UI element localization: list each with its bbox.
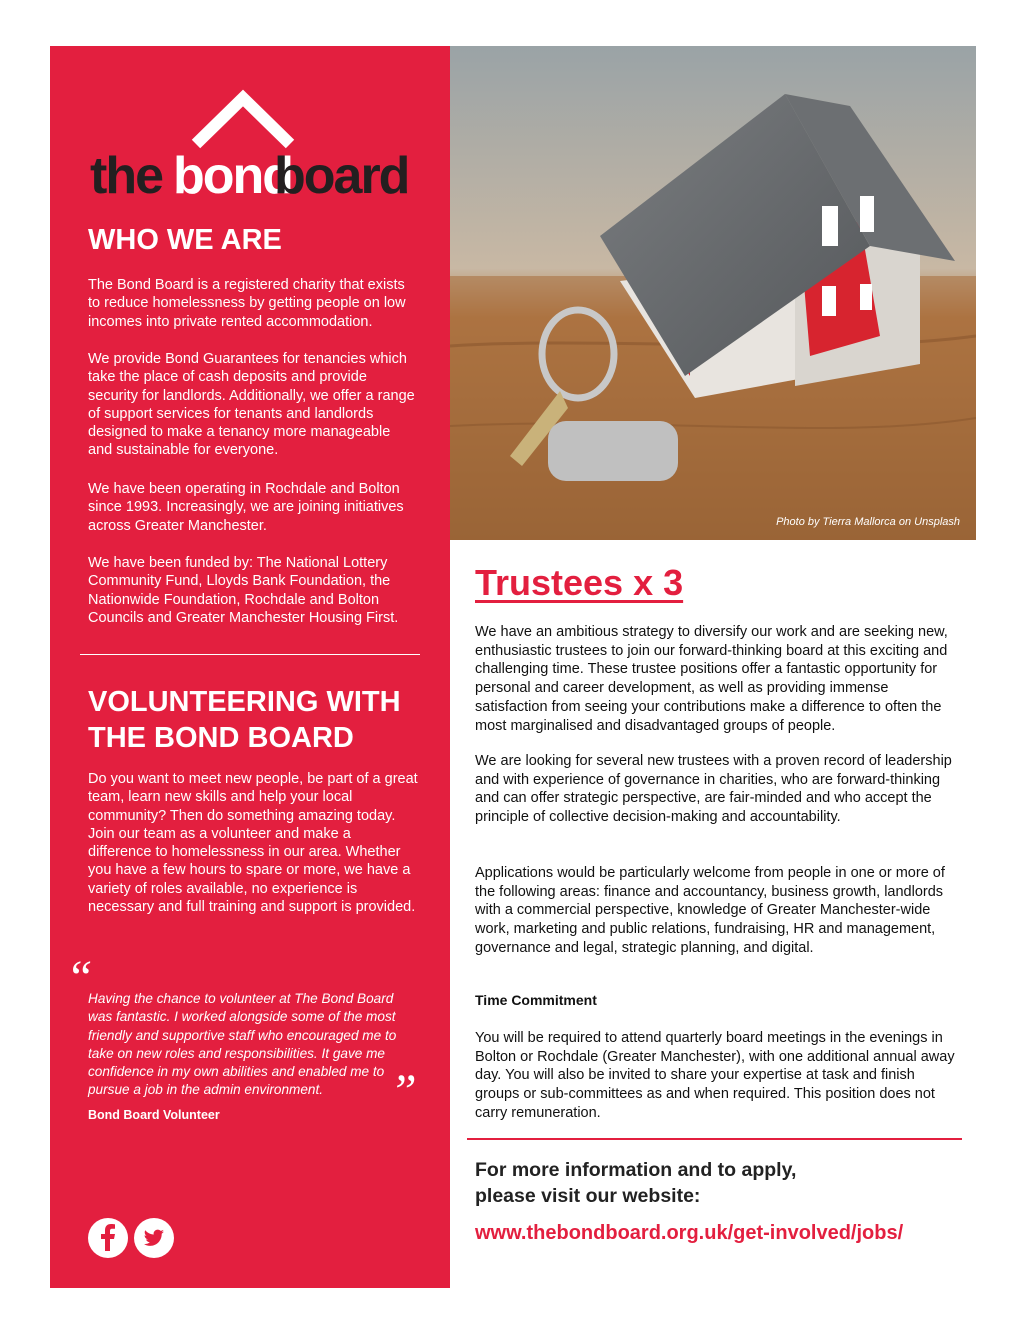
time-commitment-heading: Time Commitment [475, 992, 597, 1008]
volunteering-paragraph: Do you want to meet new people, be part of a great team, learn new skills and help your local community? Then do something amazing today. Join our team as a volunteer and make a difference to homelessness in our area. Whether you have a few hours to spare or more, we have a variety of roles available, no experience is necessary and full training and support is provided. [88, 771, 418, 916]
house-keys-photo [450, 46, 976, 540]
twitter-icon[interactable] [134, 1218, 174, 1258]
trustees-paragraph-3: Applications would be particularly welcome from people in one or more of the following areas: finance and accountancy, business growth, landlords with a commercial perspective, knowledge of Greater Manchester-wide work, marketing and public relations, fundraising, HR and management, governance and legal, strategic planning, and digital. [475, 865, 945, 956]
who-paragraph-3: We have been operating in Rochdale and Bolton since 1993. Increasingly, we are joining initiatives across Greater Manchester. [88, 481, 404, 534]
who-we-are-heading: WHO WE ARE [88, 224, 282, 256]
photo-credit: Photo by Tierra Mallorca on Unsplash [776, 516, 960, 528]
bond-board-logo[interactable] [90, 82, 409, 205]
close-quote-mark: ” [390, 1065, 417, 1118]
quote-author: Bond Board Volunteer [88, 1108, 220, 1122]
volunteering-heading-line2: THE BOND BOARD [88, 722, 354, 754]
logo-word-bond: bond [173, 147, 293, 205]
who-paragraph-2: We provide Bond Guarantees for tenancies which take the place of cash deposits and provide security for landlords. Additionally, we offer a range of support services for tenants and landlords designed to make a tenancy more manageable and sustainable for everyone. [88, 351, 415, 459]
trustees-paragraph-1: We have an ambitious strategy to diversify our work and are seeking new, enthusiastic trustees to join our forward-thinking board at this exciting and challenging time. These trustee positions offer a fantastic opportunity for personal and career development, as well as providing immense satisfaction from seeing your contributions make a difference to often the most marginalised and disadvantaged groups of people. [475, 624, 948, 734]
who-paragraph-4: We have been funded by: The National Lottery Community Fund, Lloyds Bank Foundation, the Nationwide Foundation, Rochdale and Bolton Councils and Greater Manchester Housing First. [88, 555, 399, 626]
trustees-paragraph-2: We are looking for several new trustees with a proven record of leadership and with experience of governance in charities, who are forward-thinking and can offer strategic perspective, are fair-minded and who accept the principle of collective decision-making and accountability. [475, 753, 952, 826]
logo-word-the: the [90, 147, 162, 205]
jobs-website-link[interactable]: www.thebondboard.org.uk/get-involved/jobs/ [475, 1222, 904, 1244]
logo-word-board: board [274, 147, 409, 205]
time-commitment-text: You will be required to attend quarterly board meetings in the evenings in Bolton or Rochdale (Greater Manchester), with one additional annual away day. You will also be invited to share your expertise at task and finish groups or sub-committees as and when required. This position does not carry remuneration. [475, 1030, 955, 1121]
trustees-heading: Trustees x 3 [475, 562, 684, 603]
volunteering-heading-line1: VOLUNTEERING WITH [88, 686, 401, 718]
section-divider [80, 654, 420, 655]
open-quote-mark: “ [66, 951, 93, 1004]
who-paragraph-1: The Bond Board is a registered charity that exists to reduce homelessness by getting people on low incomes into private rented accommodation. [88, 277, 406, 330]
cta-divider [467, 1138, 962, 1140]
facebook-icon[interactable] [88, 1218, 128, 1258]
cta-line-1: For more information and to apply, [475, 1159, 797, 1181]
cta-text [475, 1157, 955, 1209]
cta-line-2: please visit our website: [475, 1185, 701, 1207]
sidebar [50, 46, 450, 1288]
volunteer-quote: Having the chance to volunteer at The Bond Board was fantastic. I worked alongside some of the most friendly and supportive staff who encouraged me to take on new roles and responsibilities. It gave me confidence in my own abilities and enabled me to pursue a job in the admin environment. [88, 991, 397, 1098]
